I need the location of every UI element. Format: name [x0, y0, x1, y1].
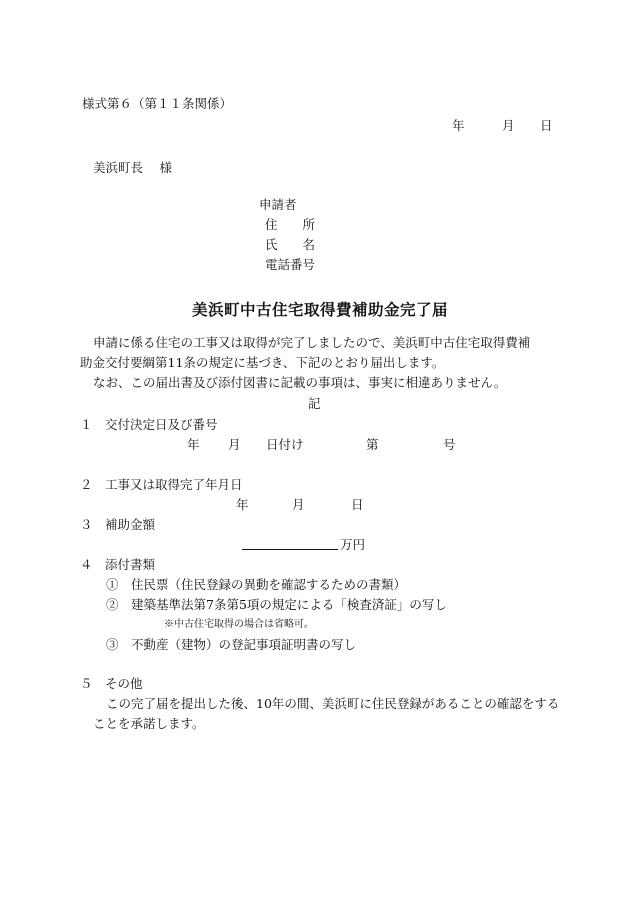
addressee: 美浜町長 様: [93, 160, 172, 175]
ki-label: 記: [308, 396, 321, 411]
item2-year: 年: [236, 497, 249, 512]
item1-year: 年: [187, 437, 200, 452]
body-line-1: 申請に係る住宅の工事又は取得が完了しましたので、美浜町中古住宅取得費補: [93, 335, 531, 350]
item2-month: 月: [292, 497, 305, 512]
phone-label: 電話番号: [265, 257, 316, 272]
attachment-2-note: ※中古住宅取得の場合は省略可。: [164, 619, 314, 630]
attachment-1: ① 住民票（住民登録の異動を確認するための書類）: [106, 577, 407, 592]
date-month: 月: [502, 118, 515, 133]
item2-label: ２ 工事又は取得完了年月日: [80, 477, 243, 492]
body-line-2: 助金交付要綱第11条の規定に基づき、下記のとおり届出します。: [80, 355, 445, 370]
item1-label: １ 交付決定日及び番号: [80, 417, 218, 432]
amount-underline: [242, 549, 338, 550]
date-day: 日: [540, 118, 553, 133]
name-label: 氏 名: [265, 237, 316, 252]
item5-line-1: この完了届を提出した後、10年の間、美浜町に住民登録があることの確認をする: [106, 696, 560, 711]
item5-label: ５ その他: [80, 676, 143, 691]
applicant-heading: 申請者: [259, 197, 297, 212]
item5-line-2: ことを承諾します。: [93, 716, 205, 731]
item3-label: ３ 補助金額: [80, 517, 156, 532]
item1-go: 号: [443, 437, 456, 452]
date-year: 年: [452, 118, 465, 133]
body-line-3: なお、この届出書及び添付図書に記載の事項は、事実に相違ありません。: [93, 375, 507, 390]
page-title: 美浜町中古住宅取得費補助金完了届: [192, 300, 449, 319]
item2-day: 日: [351, 497, 364, 512]
item3-unit: 万円: [340, 537, 366, 552]
item1-month: 月: [228, 437, 241, 452]
address-label: 住 所: [265, 217, 316, 232]
item1-date-suffix: 日付け: [266, 437, 304, 452]
item4-label: ４ 添付書類: [80, 557, 156, 572]
attachment-3: ③ 不動産（建物）の登記事項証明書の写し: [106, 637, 357, 652]
item1-dai: 第: [366, 437, 379, 452]
form-number: 様式第６（第１１条関係）: [82, 96, 233, 111]
attachment-2: ② 建築基準法第7条第5項の規定による「検査済証」の写し: [106, 597, 447, 612]
